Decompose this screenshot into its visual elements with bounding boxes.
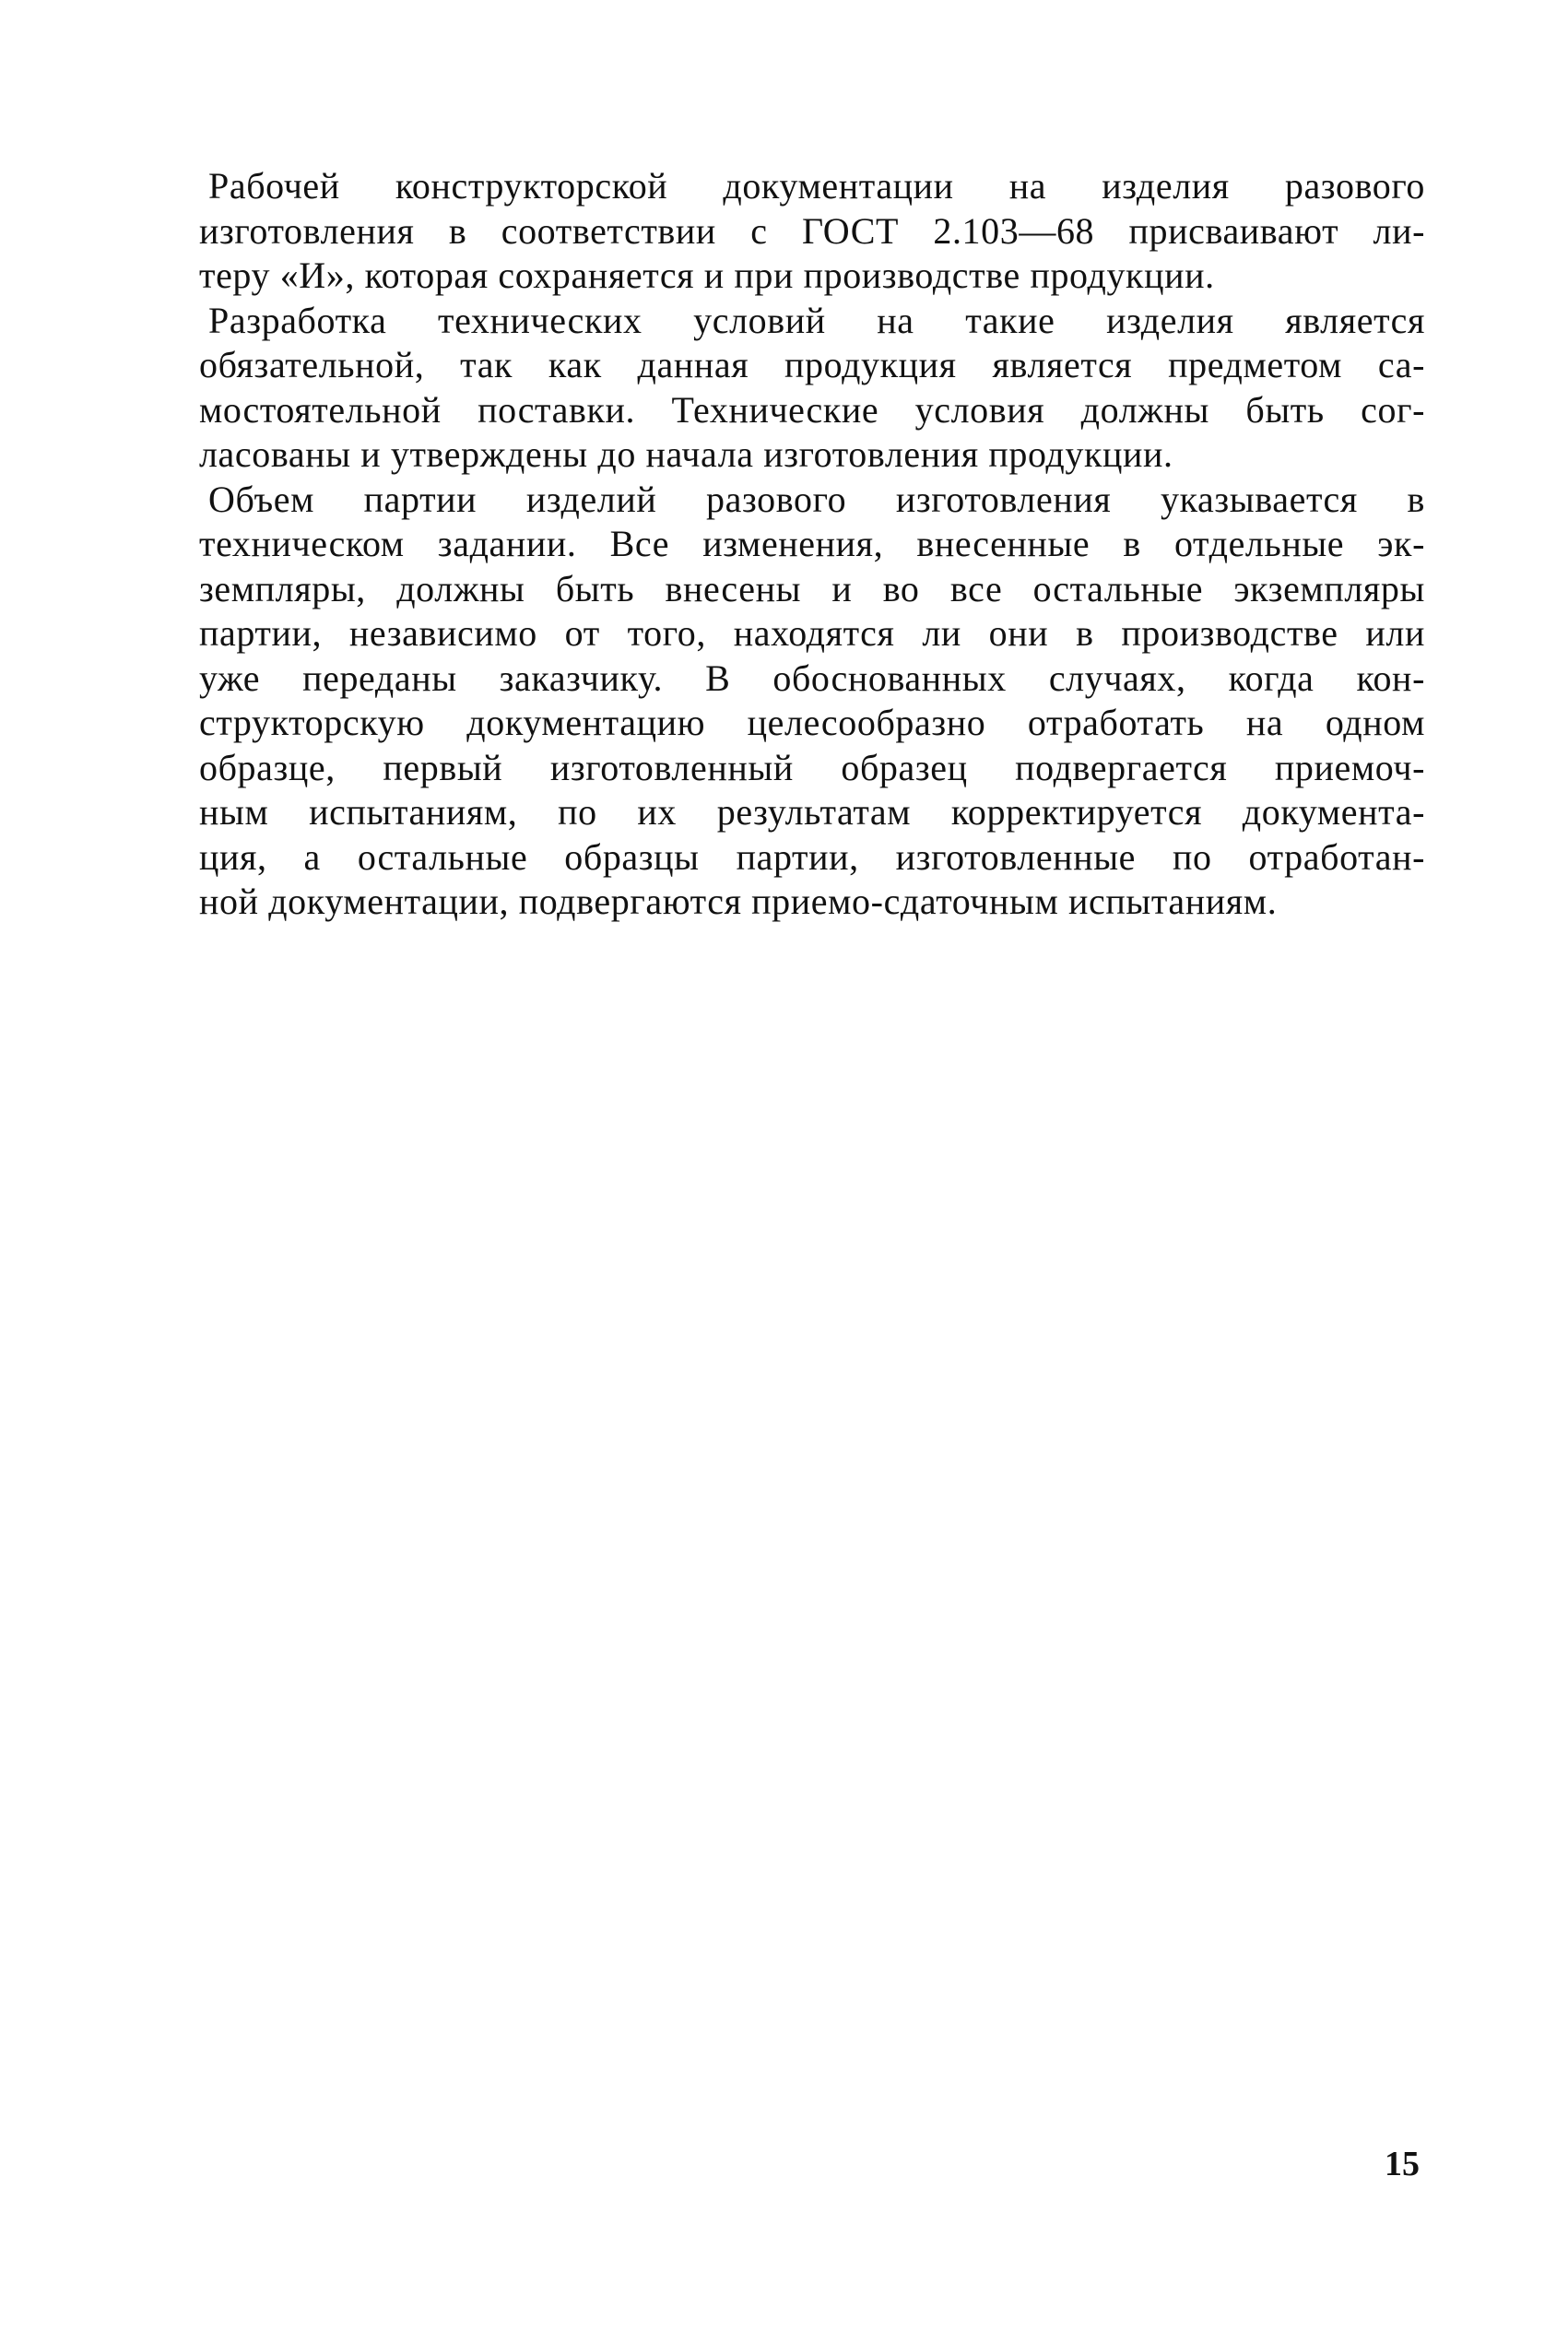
text-line: ным испытаниям, по их результатам корректируется документа-	[199, 791, 1425, 833]
text-line: структорскую документацию целесообразно отработать на одном	[199, 702, 1425, 743]
text-line: обязательной, так как данная продукция является предметом са-	[199, 344, 1425, 385]
text-line: изготовления в соответствии с ГОСТ 2.103—68 присваивают ли-	[199, 209, 1425, 252]
text-line: уже переданы заказчику. В обоснованных случаях, когда кон-	[199, 656, 1425, 699]
text-line: образце, первый изготовленный образец подвергается приемоч-	[199, 746, 1425, 788]
text-line: ной документации, подвергаются приемо-сдаточным испытаниям.	[199, 881, 1278, 922]
text-line: Разработка технических условий на такие изделия является	[208, 299, 1425, 341]
text-line: Объем партии изделий разового изготовления указывается в	[208, 478, 1425, 520]
text-line: ласованы и утверждены до начала изготовления продукции.	[199, 433, 1173, 475]
text-line: мостоятельной поставки. Технические условия должны быть сог-	[199, 388, 1425, 431]
text-line: ция, а остальные образцы партии, изготовленные по отработан-	[199, 835, 1425, 878]
body-text	[199, 164, 1425, 925]
text-line: техническом задании. Все изменения, внесенные в отдельные эк-	[199, 523, 1425, 564]
text-line: партии, независимо от того, находятся ли они в производстве или	[199, 612, 1425, 654]
text-line: теру «И», которая сохраняется и при производстве продукции.	[199, 254, 1215, 296]
text-line: Рабочей конструкторской документации на изделия разового	[208, 165, 1425, 207]
page-number: 15	[1385, 2145, 1420, 2183]
text-line: земпляры, должны быть внесены и во все остальные экземпляры	[199, 567, 1425, 609]
paragraph-3	[199, 478, 1425, 925]
paragraph-2	[199, 299, 1425, 478]
paragraph-1	[199, 164, 1425, 299]
